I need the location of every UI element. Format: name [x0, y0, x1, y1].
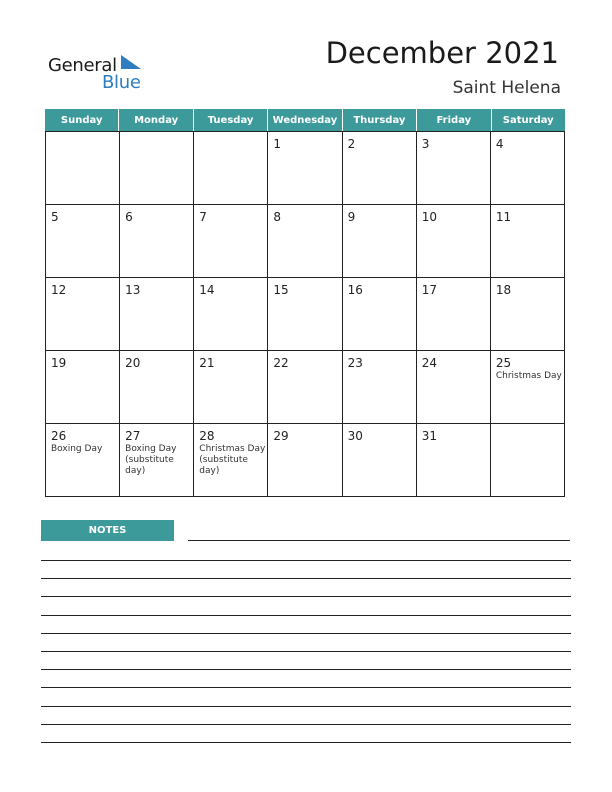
day-number: 28 — [199, 429, 215, 443]
calendar-day-cell — [343, 351, 417, 423]
calendar-day-cell — [46, 205, 120, 277]
calendar-day-cell — [194, 205, 268, 277]
notes-rule-line — [41, 596, 571, 597]
calendar-day-cell — [120, 278, 194, 350]
calendar-day-cell — [268, 132, 342, 204]
holiday-event: Christmas Day (substitute day) — [199, 444, 266, 476]
notes-label: NOTES — [41, 520, 174, 541]
notes-rule-line — [41, 615, 571, 616]
calendar-day-cell — [194, 278, 268, 350]
calendar-day-cell — [194, 132, 268, 204]
day-number: 24 — [421, 356, 437, 370]
notes-rule-line — [188, 540, 570, 541]
day-number: 21 — [199, 356, 215, 370]
day-number: 2 — [347, 137, 356, 151]
calendar-day-cell — [491, 424, 565, 496]
calendar-day-cell — [343, 424, 417, 496]
day-number: 11 — [495, 210, 512, 224]
notes-rule-line — [41, 724, 571, 725]
calendar-day-cell — [417, 132, 491, 204]
day-number: 12 — [51, 283, 67, 297]
holiday-event: Christmas Day — [495, 371, 562, 381]
day-number: 3 — [421, 137, 430, 151]
calendar-body — [45, 131, 565, 497]
day-number: 14 — [199, 283, 215, 297]
day-number: 19 — [51, 356, 67, 370]
calendar-day-cell — [120, 132, 194, 204]
day-number: 31 — [421, 429, 437, 443]
notes-rule-line — [41, 560, 571, 561]
day-number: 16 — [347, 283, 363, 297]
calendar-day-cell — [343, 205, 417, 277]
calendar-week-row — [46, 132, 565, 205]
calendar-day-cell — [194, 424, 268, 496]
day-number: 30 — [347, 429, 363, 443]
calendar-day-cell — [417, 278, 491, 350]
day-number: 25 — [495, 356, 512, 370]
calendar-day-cell — [491, 278, 565, 350]
calendar-day-cell — [491, 205, 565, 277]
logo-general-text: General — [48, 55, 117, 76]
calendar-day-cell — [46, 351, 120, 423]
calendar-day-cell — [491, 351, 565, 423]
calendar-day-cell — [343, 132, 417, 204]
calendar-day-cell — [268, 424, 342, 496]
day-number: 7 — [199, 210, 207, 224]
calendar-day-cell — [268, 278, 342, 350]
weekday-header-saturday: Saturday — [491, 109, 565, 131]
calendar-day-cell — [120, 424, 194, 496]
day-number: 15 — [273, 283, 289, 297]
calendar-day-cell — [46, 424, 120, 496]
page-title: December 2021 — [325, 36, 559, 70]
day-number: 22 — [273, 356, 289, 370]
day-number: 1 — [273, 137, 282, 151]
notes-rule-line — [41, 578, 571, 579]
calendar-week-row — [46, 205, 565, 278]
day-number: 8 — [273, 210, 282, 224]
day-number: 23 — [347, 356, 363, 370]
notes-rule-line — [41, 687, 571, 688]
holiday-event: Boxing Day (substitute day) — [125, 444, 177, 476]
day-number: 6 — [125, 210, 133, 224]
weekday-header-friday: Friday — [416, 109, 490, 131]
calendar-grid — [45, 109, 565, 497]
weekday-header-wednesday: Wednesday — [267, 109, 341, 131]
day-number: 5 — [51, 210, 59, 224]
weekday-header-row — [45, 109, 565, 131]
calendar-day-cell — [46, 132, 120, 204]
calendar-day-cell — [120, 205, 194, 277]
calendar-day-cell — [194, 351, 268, 423]
day-number: 17 — [421, 283, 437, 297]
weekday-header-monday: Monday — [118, 109, 192, 131]
day-number: 26 — [51, 429, 67, 443]
calendar-week-row — [46, 424, 565, 497]
weekday-header-sunday: Sunday — [60, 114, 103, 126]
generalblue-logo — [48, 52, 148, 92]
day-number: 29 — [273, 429, 289, 443]
calendar-day-cell — [417, 351, 491, 423]
notes-rule-line — [41, 706, 571, 707]
day-number: 20 — [125, 356, 141, 370]
weekday-header-tuesday: Tuesday — [193, 109, 267, 131]
calendar-week-row — [46, 351, 565, 424]
country-subtitle: Saint Helena — [452, 78, 561, 98]
notes-rule-line — [41, 669, 571, 670]
logo-blue-text: Blue — [102, 72, 141, 93]
day-number: 4 — [495, 137, 504, 151]
day-number: 10 — [421, 210, 437, 224]
calendar-day-cell — [491, 132, 565, 204]
notes-rule-line — [41, 742, 571, 743]
calendar-day-cell — [120, 351, 194, 423]
day-number: 27 — [125, 429, 141, 443]
day-number: 9 — [347, 210, 356, 224]
notes-rule-line — [41, 633, 571, 634]
logo-triangle-icon — [121, 55, 141, 69]
day-number: 18 — [495, 283, 512, 297]
calendar-day-cell — [343, 278, 417, 350]
calendar-day-cell — [417, 205, 491, 277]
weekday-header-thursday: Thursday — [342, 109, 416, 131]
day-number: 13 — [125, 283, 141, 297]
notes-rule-line — [41, 651, 571, 652]
calendar-day-cell — [268, 351, 342, 423]
calendar-week-row — [46, 278, 565, 351]
holiday-event: Boxing Day — [51, 444, 103, 454]
calendar-day-cell — [268, 205, 342, 277]
calendar-day-cell — [417, 424, 491, 496]
calendar-day-cell — [46, 278, 120, 350]
